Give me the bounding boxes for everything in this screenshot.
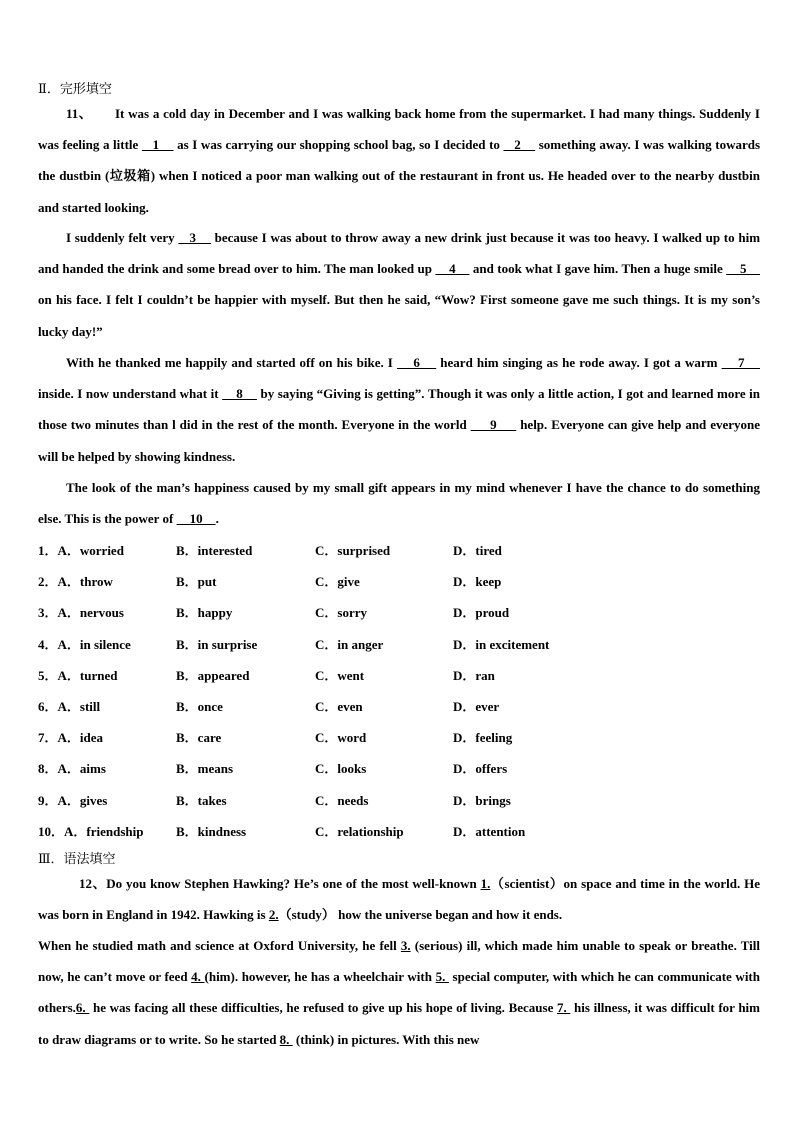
section-2-title: Ⅱ．完形填空 (38, 81, 112, 96)
grammar-blank-2: 2. (268, 907, 279, 923)
option-a: 4．A．in silence (38, 636, 131, 652)
blank-4: 4 (435, 261, 470, 277)
option-b: B．appeared (176, 667, 250, 683)
option-row (38, 535, 760, 566)
option-d: D．offers (453, 761, 508, 777)
option-d: D．tired (453, 543, 502, 558)
blank-1: 1 (141, 137, 174, 153)
grammar-blank-5: 5. (435, 969, 449, 985)
option-d: D．feeling (453, 730, 513, 746)
blank-6: 6 (396, 355, 437, 370)
cloze-paragraph-2: I suddenly felt very 3 because I was about to throw away a new drink just because it was too heavy. I walked up to him and handed the drink and some bread over to him. The man looked up 4 and took what I gave him. Then a huge smile 5 on his face. I felt I couldn’t be happier with myself. But then he said, “Wow? First someone gave me such things. It is my son’s lucky day!” (38, 230, 761, 339)
option-row (38, 816, 760, 847)
option-row (38, 660, 760, 691)
option-c: C．even (315, 698, 363, 714)
option-c: C．word (315, 730, 367, 746)
option-d: D．ran (453, 667, 495, 683)
grammar-blank-7: 7. (556, 1000, 571, 1016)
option-c: C．give (315, 574, 360, 590)
option-b: B．kindness (176, 823, 247, 839)
option-d: D．brings (453, 792, 511, 808)
option-d: D．ever (453, 698, 500, 714)
blank-5: 5 (726, 261, 761, 277)
option-a: 2．A．throw (38, 574, 113, 590)
option-b: B．care (176, 730, 222, 746)
grammar-paragraph-2: When he studied math and science at Oxford University, he fell 3. (serious) ill, which made him unable to speak or breathe. Till now, he can’t move or feed 4. (him). however, he has a wheelchair with 5. special computer, with which he can communicate with others.6. he was facing all these difficulties, he refused to give up his hope of living. Because 7. his illness, it was difficult for him to draw diagrams or to write. So he started 8. (think) in pictures. With this new (38, 938, 761, 1047)
option-d: D．proud (453, 605, 510, 621)
section-3-title: Ⅲ．语法填空 (38, 851, 116, 866)
option-a: 9．A．gives (38, 792, 108, 808)
option-c: C．looks (315, 761, 367, 777)
option-a: 6．A．still (38, 698, 101, 714)
option-a: 1．A．worried (38, 543, 124, 558)
options-list (38, 535, 760, 847)
option-row (38, 629, 760, 660)
grammar-blank-4: 4. (191, 969, 205, 985)
cloze-paragraph-4: The look of the man’s happiness caused by my small gift appears in my mind whenever I have the chance to do something else. This is the power of 10 . (38, 480, 760, 527)
option-d: D．keep (453, 574, 502, 590)
option-b: B．means (176, 761, 234, 777)
option-row (38, 691, 760, 722)
option-c: C．in anger (315, 636, 384, 652)
option-a: 8．A．aims (38, 761, 106, 777)
option-a: 5．A．turned (38, 667, 118, 683)
grammar-blank-1: 1. (480, 876, 491, 891)
question-number: 11、 (66, 106, 93, 121)
grammar-blank-8: 8. (279, 1031, 293, 1047)
option-a: 3．A．nervous (38, 605, 124, 621)
option-row (38, 597, 760, 628)
option-b: B．happy (176, 605, 233, 621)
option-row (38, 753, 760, 784)
option-b: B．once (176, 698, 223, 714)
option-a: 10．A．friendship (38, 823, 144, 839)
blank-2: 2 (503, 137, 536, 153)
grammar-blank-6: 6. (75, 1000, 90, 1016)
cloze-paragraph-1: 11、 It was a cold day in December and I was walking back home from the supermarket. I had many things. Suddenly I was feeling a little 1 as I was carrying our shopping school bag, so I decided to 2 something away. I was walking towards the dustbin (垃圾箱) when I noticed a poor man walking out of the restaurant in front us. He headed over to the nearby dustbin and started looking. (38, 106, 761, 215)
blank-8: 8 (222, 386, 257, 402)
option-row (38, 566, 760, 597)
option-c: C．needs (315, 792, 369, 808)
option-d: D．in excitement (453, 636, 550, 652)
option-c: C．went (315, 667, 365, 683)
blank-7: 7 (721, 355, 761, 370)
option-c: C．sorry (315, 605, 367, 621)
option-c: C．relationship (315, 823, 404, 839)
option-c: C．surprised (315, 543, 391, 558)
grammar-paragraph-1: 12、Do you know Stephen Hawking? He’s one of the most well-known 1.（scientist）on space and time in the world. He was born in England in 1942. Hawking is 2.（study） how the universe began and how it ends. (38, 876, 760, 923)
option-b: B．takes (176, 792, 227, 808)
option-row (38, 785, 760, 816)
blank-9: 9 (470, 417, 517, 433)
option-a: 7．A．idea (38, 730, 104, 746)
option-b: B．put (176, 574, 217, 590)
blank-3: 3 (178, 230, 211, 245)
cloze-paragraph-3: With he thanked me happily and started off on his bike. I 6 heard him singing as he rode away. I got a warm 7 inside. I now understand what it 8 by saying “Giving is getting”. Though it was only a little action, I got and learned more in those two minutes than l did in the rest of the month. Everyone in the world 9 help. Everyone can give help and everyone will be helped by showing kindness. (38, 355, 761, 464)
option-b: B．interested (176, 543, 253, 558)
blank-10: 10 (176, 511, 216, 527)
option-row (38, 722, 760, 753)
option-b: B．in surprise (176, 636, 258, 652)
grammar-blank-3: 3. (400, 938, 411, 953)
option-d: D．attention (453, 823, 526, 839)
